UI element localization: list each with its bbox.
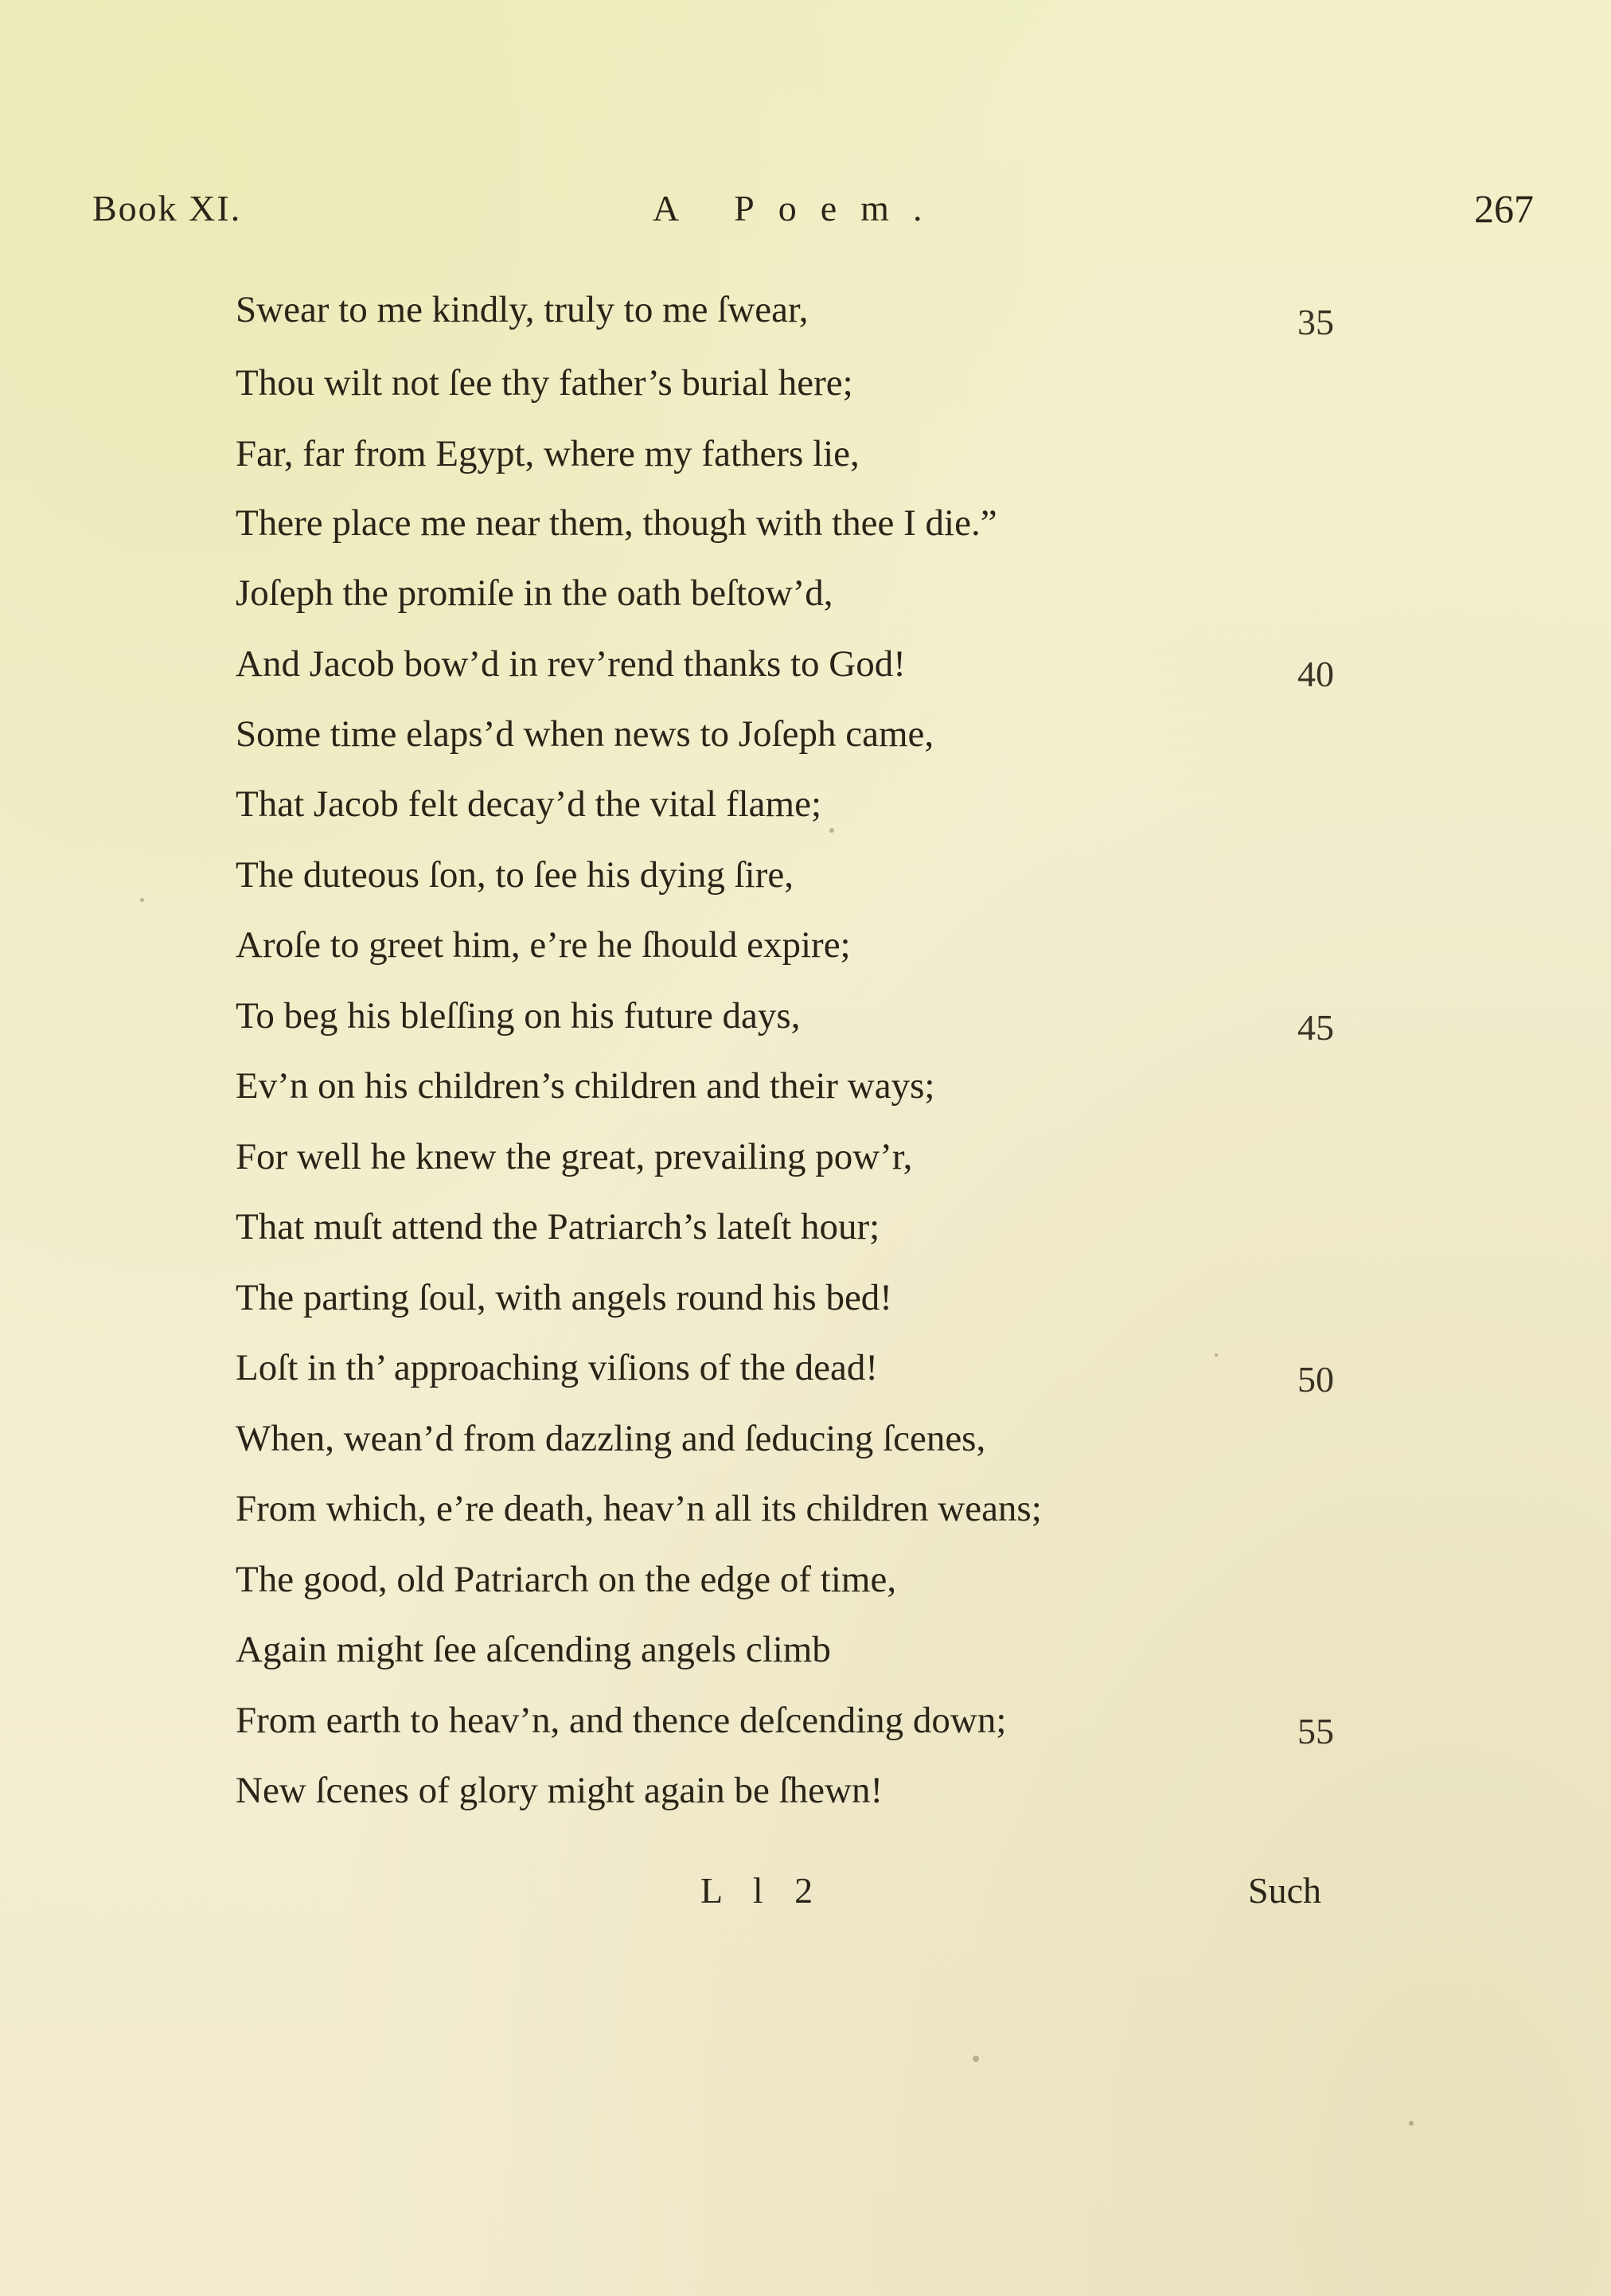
verse-line: That muſt attend the Patriarch’s lateſt hour; bbox=[236, 1206, 880, 1248]
paper-speck bbox=[973, 2056, 979, 2062]
verse-line: Loſt in th’ approaching viſions of the dead! bbox=[236, 1347, 879, 1388]
catchword: Such bbox=[1248, 1870, 1321, 1911]
verse-line: New ſcenes of glory might again be ſhewn! bbox=[236, 1770, 884, 1811]
running-head-title: A Poem. bbox=[653, 188, 946, 228]
line-number: 35 bbox=[1297, 302, 1334, 342]
running-head-book: Book XI. bbox=[92, 188, 242, 228]
paper-speck bbox=[140, 898, 144, 902]
verse-line: Aroſe to greet him, e’re he ſhould expire; bbox=[236, 924, 851, 966]
verse-line: The duteous ſon, to ſee his dying ſire, bbox=[236, 854, 794, 896]
verse-line: Ev’n on his children’s children and their ways; bbox=[236, 1065, 935, 1107]
line-number: 40 bbox=[1297, 654, 1334, 694]
verse-line: And Jacob bow’d in rev’rend thanks to God! bbox=[236, 643, 906, 685]
verse-line: The parting ſoul, with angels round his bed! bbox=[236, 1277, 892, 1318]
paper-speck bbox=[1215, 1353, 1218, 1357]
verse-line: From which, e’re death, heav’n all its children weans; bbox=[236, 1488, 1042, 1529]
verse-line: That Jacob felt decay’d the vital flame; bbox=[236, 783, 822, 825]
line-number: 55 bbox=[1297, 1711, 1334, 1751]
line-number: 50 bbox=[1297, 1359, 1334, 1400]
verse-line: Again might ſee aſcending angels climb bbox=[236, 1629, 831, 1670]
verse-line: Far, far from Egypt, where my fathers lie, bbox=[236, 433, 860, 474]
paper-speck bbox=[1409, 2121, 1414, 2126]
line-number: 45 bbox=[1297, 1007, 1334, 1048]
verse-line: Joſeph the promiſe in the oath beſtow’d, bbox=[236, 572, 833, 614]
verse-line: For well he knew the great, prevailing pow’r, bbox=[236, 1136, 913, 1177]
verse-line: To beg his bleſſing on his future days, bbox=[236, 995, 801, 1037]
verse-line: Swear to me kindly, truly to me ſwear, bbox=[236, 289, 809, 330]
page-number: 267 bbox=[1474, 186, 1534, 231]
paper-speck bbox=[829, 828, 834, 833]
verse-line: Some time elaps’d when news to Joſeph came, bbox=[236, 713, 934, 755]
verse-line: There place me near them, though with thee I die.” bbox=[236, 502, 997, 544]
verse-line: The good, old Patriarch on the edge of time, bbox=[236, 1559, 897, 1600]
signature-mark: L l 2 bbox=[700, 1870, 825, 1911]
verse-line: When, wean’d from dazzling and ſeducing ſcenes, bbox=[236, 1418, 986, 1459]
verse-line: Thou wilt not ſee thy father’s burial here; bbox=[236, 362, 853, 404]
verse-line: From earth to heav’n, and thence deſcending down; bbox=[236, 1700, 1007, 1741]
